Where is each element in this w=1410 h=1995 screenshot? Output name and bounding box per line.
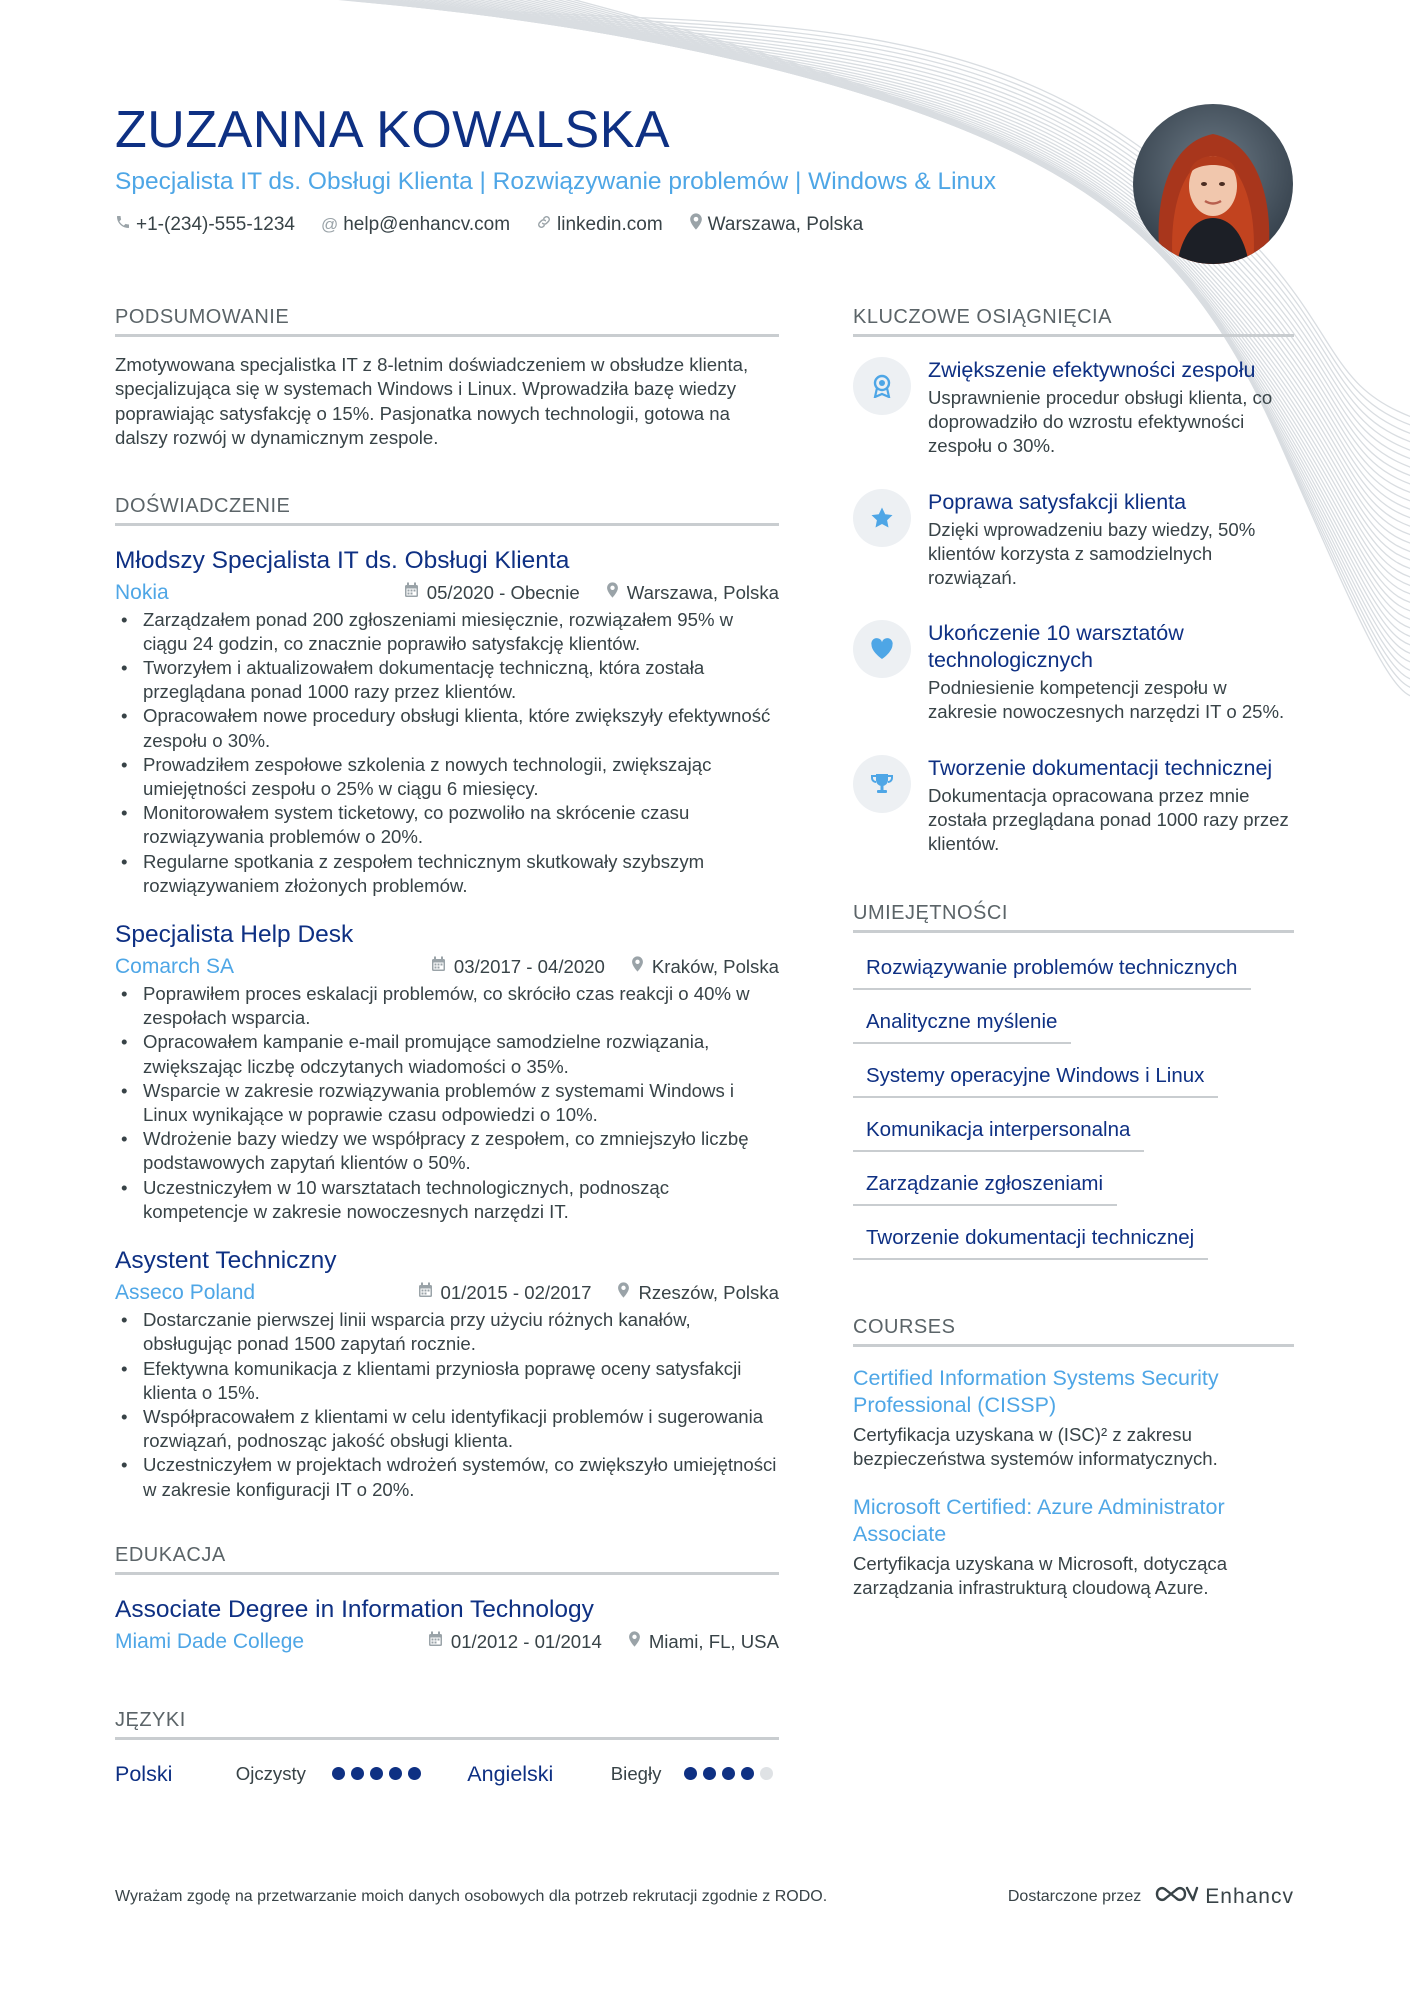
calendar-icon [431,954,446,980]
achievement-text: Usprawnienie procedur obsługi klienta, co doprowadziło do wzrostu efektywności zespołu o 30%. [928,387,1273,457]
achievement-item [853,489,1294,591]
achievement-item [853,755,1294,857]
school-name: Miami Dade College [115,1629,305,1653]
experience-section [115,493,779,1502]
course-title: Microsoft Certified: Azure Administrator Associate [853,1494,1225,1546]
skills-section [853,900,1294,1260]
achievement-title: Tworzenie dokumentacji technicznej [928,755,1273,780]
rating-dot-filled [684,1767,697,1780]
company-name: Comarch SA [115,955,235,979]
powered-by-label: Dostarczone przez [1007,1887,1142,1905]
achievement-item [853,357,1294,459]
job-entry [115,546,779,898]
calendar-icon [428,1629,443,1655]
location-pin-icon [689,212,703,238]
bullet-item: • Uczestniczyłem w 10 warsztatach technologicznych, podnosząc kompetencje w zakresie nowoczesnych narzędzi IT. [115,1176,779,1224]
courses-section [853,1314,1294,1600]
bullet-item: • Zarządzałem ponad 200 zgłoszeniami miesięcznie, rozwiązałem 95% w ciągu 24 godzin, co znacznie poprawiło satysfakcję klientów. [115,608,779,656]
star-icon [853,489,911,547]
bullet-item: • Tworzyłem i aktualizowałem dokumentację techniczną, która została przeglądana ponad 1000 razy przez klientów. [115,656,779,704]
profile-photo [1133,104,1293,264]
job-dates-location [418,1280,780,1306]
experience-heading: DOŚWIADCZENIE [115,493,779,526]
candidate-name: ZUZANNA KOWALSKA [115,101,671,159]
resume-header [115,100,1115,238]
location-text: Warszawa, Polska [707,214,864,235]
skill-tag: Systemy operacyjne Windows i Linux [853,1055,1218,1098]
link-icon [536,212,552,238]
bullet-item: • Wsparcie w zakresie rozwiązywania problemów z systemami Windows i Linux wynikające w poprawie czasu odpowiedzi o 10%. [115,1079,779,1127]
location-pin-icon [631,954,644,980]
powered-by[interactable] [1008,1882,1294,1911]
calendar-icon [418,1280,433,1306]
language-level: Ojczysty [235,1762,306,1784]
skills-heading: UMIEJĘTNOŚCI [853,900,1294,933]
education-dates-location [428,1629,779,1655]
achievement-item [853,620,1294,724]
education-dates: 01/2012 - 01/2014 [450,1630,602,1652]
bullet-item: • Opracowałem kampanie e-mail promujące samodzielne rozwiązania, zwiększając liczbę odczytanych wiadomości o 35%. [115,1030,779,1078]
bullet-item: • Efektywna komunikacja z klientami przyniosła poprawę oceny satysfakcji klienta o 15%. [115,1357,779,1405]
bullet-item: • Uczestniczyłem w projektach wdrożeń systemów, co zwiększyło umiejętności w zakresie konfiguracji IT o 20%. [115,1453,779,1501]
bullet-item: • Regularne spotkania z zespołem technicznym skutkowały szybszym rozwiązywaniem złożonych problemów. [115,850,779,898]
job-dates-location [431,954,779,980]
achievement-title: Ukończenie 10 warsztatów technologicznych [928,621,1184,673]
job-meta [115,1280,779,1306]
contact-linkedin[interactable] [536,212,663,238]
skill-tag: Analityczne myślenie [853,1001,1071,1044]
bullet-item: • Współpracowałem z klientami w celu identyfikacji problemów i sugerowania rozwiązań, podnosząc jakość obsługi klienta. [115,1405,779,1453]
location-pin-icon [606,580,619,606]
job-bullets [115,982,779,1224]
language-name: Angielski [467,1761,554,1786]
degree-title: Associate Degree in Information Technology [115,1595,594,1623]
achievement-title: Poprawa satysfakcji klienta [928,489,1187,514]
brand-name: Enhancv [1205,1884,1294,1908]
skill-tag: Rozwiązywanie problemów technicznych [853,947,1251,990]
job-entry [115,1246,779,1502]
summary-heading: PODSUMOWANIE [115,304,779,337]
job-dates: 05/2020 - Obecnie [426,581,580,603]
location-pin-icon [628,1629,641,1655]
rating-dot-filled [722,1767,735,1780]
language-rating [684,1767,779,1780]
candidate-headline: Specjalista IT ds. Obsługi Klienta | Rozwiązywanie problemów | Windows & Linux [115,168,997,195]
location-pin-icon [617,1280,630,1306]
page-footer [115,1882,1294,1911]
job-bullets [115,608,779,898]
language-list [115,1760,779,1788]
course-title: Certified Information Systems Security Professional (CISSP) [853,1366,1219,1418]
rating-dot-filled [703,1767,716,1780]
job-entry [115,920,779,1224]
rating-dot-filled [332,1767,345,1780]
bullet-item: • Wdrożenie bazy wiedzy we współpracy z zespołem, co zmniejszyło liczbę podstawowych zapytań klientów o 50%. [115,1127,779,1175]
calendar-icon [404,580,419,606]
phone-text: +1-(234)-555-1234 [136,214,295,235]
skills-list [853,947,1294,1260]
summary-section [115,304,779,451]
job-dates: 03/2017 - 04/2020 [453,956,605,978]
job-title: Specjalista Help Desk [115,921,354,949]
job-title: Młodszy Specjalista IT ds. Obsługi Klienta [115,546,570,574]
right-column [853,304,1294,1600]
company-name: Nokia [115,580,169,604]
achievement-title: Zwiększenie efektywności zespołu [928,358,1256,382]
achievements-section [853,304,1294,856]
course-item [853,1365,1294,1471]
rating-dot-filled [389,1767,402,1780]
skill-tag: Komunikacja interpersonalna [853,1109,1144,1152]
rating-dot-filled [741,1767,754,1780]
linkedin-text: linkedin.com [557,214,663,235]
contact-phone[interactable] [115,212,295,238]
languages-heading: JĘZYKI [115,1707,779,1740]
course-text: Certyfikacja uzyskana w Microsoft, dotycząca zarządzania infrastrukturą cloudową Azure. [853,1552,1228,1598]
bullet-item: • Poprawiłem proces eskalacji problemów, co skróciło czas reakcji o 40% w zespołach wsparcia. [115,982,779,1030]
rating-dot-filled [370,1767,383,1780]
bullet-item: • Monitorowałem system ticketowy, co pozwoliło na skrócenie czasu rozwiązywania problemów o 20%. [115,801,779,849]
job-dates: 01/2015 - 02/2017 [440,1282,592,1304]
email-text: help@enhancv.com [343,214,511,235]
rating-dot-filled [408,1767,421,1780]
skill-tag: Zarządzanie zgłoszeniami [853,1163,1117,1206]
enhancv-logo-icon [1153,1882,1199,1911]
courses-heading: COURSES [853,1314,1294,1347]
job-location: Kraków, Polska [651,956,779,978]
job-meta [115,954,779,980]
achievement-text: Dokumentacja opracowana przez mnie została przeglądana ponad 1000 razy przez klientów. [928,784,1289,855]
achievement-text: Podniesienie kompetencji zespołu w zakresie nowoczesnych narzędzi IT o 25%. [928,677,1285,723]
achievement-text: Dzięki wprowadzeniu bazy wiedzy, 50% klientów korzysta z samodzielnych rozwiązań. [928,518,1256,589]
rating-dot-filled [351,1767,364,1780]
rating-dot-empty [760,1767,773,1780]
contact-email[interactable] [321,212,510,238]
course-item [853,1494,1294,1600]
job-dates-location [404,580,779,606]
achievements-heading: KLUCZOWE OSIĄGNIĘCIA [853,304,1294,337]
bullet-item: • Dostarczanie pierwszej linii wsparcia przy użyciu różnych kanałów, obsługując ponad 1500 zapytań rocznie. [115,1308,779,1356]
language-name: Polski [115,1761,173,1786]
contact-location [689,212,864,238]
education-heading: EDUKACJA [115,1542,779,1575]
trophy-icon [853,755,911,813]
job-bullets [115,1308,779,1502]
contact-bar [115,212,1115,238]
language-rating [332,1767,468,1780]
education-entry [115,1595,779,1655]
education-section [115,1542,779,1655]
education-meta [115,1629,779,1655]
summary-text: Zmotywowana specjalistka IT z 8-letnim doświadczeniem w obsłudze klienta, specjalizująca się w systemach Windows i Linux. Wprowadziła bazę wiedzy poprawiając satysfakcję o 15%. Pasjonatka nowych technologii, gotowa na dalszy rozwój w dynamicznym zespole. [115,354,749,449]
language-level: Biegły [610,1762,662,1784]
job-location: Rzeszów, Polska [638,1282,779,1304]
company-name: Asseco Poland [115,1281,256,1305]
award-icon [853,357,911,415]
left-column [115,304,779,1788]
skill-tag: Tworzenie dokumentacji technicznej [853,1217,1208,1260]
job-meta [115,580,779,606]
bullet-item: • Opracowałem nowe procedury obsługi klienta, które zwiększyły efektywność zespołu o 30%. [115,704,779,752]
job-title: Asystent Techniczny [115,1247,337,1275]
bullet-item: • Prowadziłem zespołowe szkolenia z nowych technologii, zwiększając umiejętności zespołu o 25% w ciągu 6 miesięcy. [115,753,779,801]
gdpr-consent: Wyrażam zgodę na przetwarzanie moich danych osobowych dla potrzeb rekrutacji zgodnie z RODO. [115,1887,828,1905]
languages-section [115,1707,779,1788]
at-icon: @ [320,215,339,234]
heart-icon [853,620,911,678]
course-text: Certyfikacja uzyskana w (ISC)² z zakresu bezpieczeństwa systemów informatycznych. [853,1424,1218,1470]
education-location: Miami, FL, USA [648,1630,779,1652]
job-location: Warszawa, Polska [626,581,779,603]
phone-icon [115,212,131,238]
